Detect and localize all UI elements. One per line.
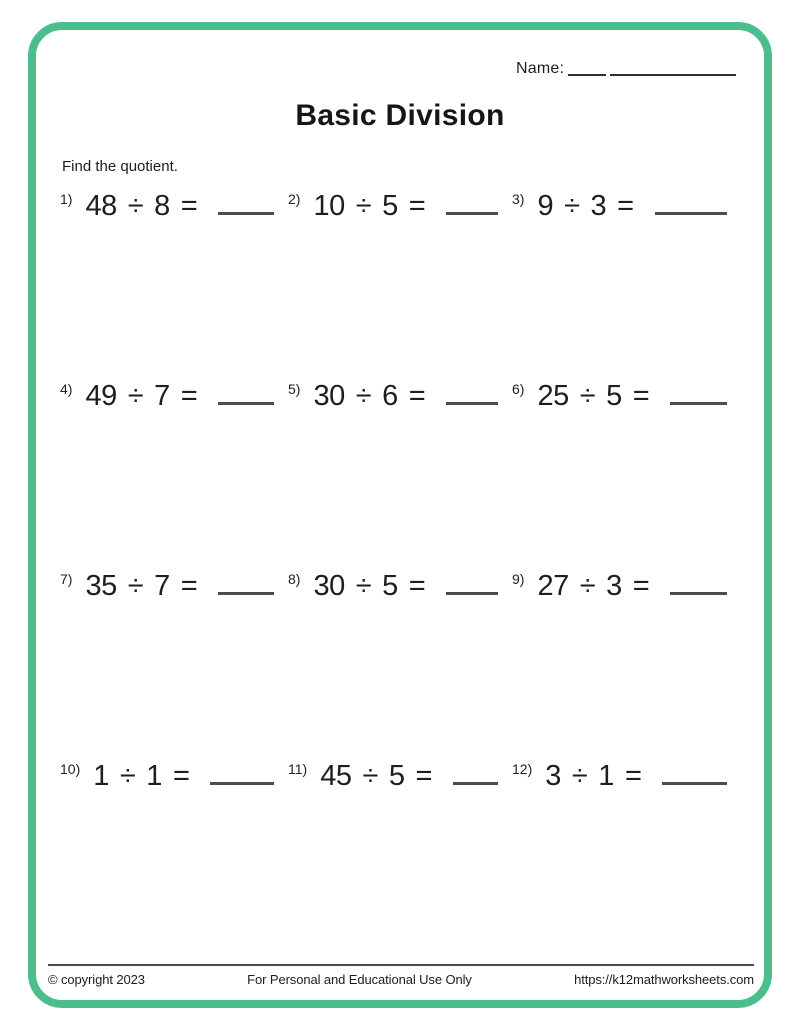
divide-sign: ÷	[127, 190, 144, 222]
equals-sign: =	[632, 570, 650, 602]
dividend: 30	[313, 570, 345, 602]
divisor: 7	[154, 570, 170, 602]
footer-url: https://k12mathworksheets.com	[574, 972, 754, 987]
answer-blank[interactable]	[670, 583, 727, 595]
usage-text: For Personal and Educational Use Only	[247, 972, 472, 987]
problem-number: 1)	[60, 191, 73, 207]
equals-sign: =	[180, 190, 198, 222]
equals-sign: =	[632, 380, 650, 412]
problem-number: 8)	[288, 571, 301, 587]
problem-number: 6)	[512, 381, 525, 397]
divisor: 5	[382, 570, 398, 602]
divisor: 5	[388, 760, 405, 792]
divisor: 8	[154, 190, 170, 222]
answer-blank[interactable]	[446, 583, 498, 595]
problem-11	[288, 760, 500, 806]
answer-blank[interactable]	[210, 773, 274, 785]
divide-sign: ÷	[564, 190, 580, 222]
answer-blank[interactable]	[218, 203, 274, 215]
problem-6	[512, 380, 729, 426]
dividend: 9	[537, 190, 554, 222]
divisor: 7	[154, 380, 170, 412]
problem-4	[60, 380, 276, 426]
divide-sign: ÷	[355, 570, 372, 602]
equals-sign: =	[180, 570, 198, 602]
problem-9	[512, 570, 729, 616]
divide-sign: ÷	[579, 570, 596, 602]
equals-sign: =	[408, 570, 426, 602]
dividend: 1	[93, 760, 109, 792]
instruction-text: Find the quotient.	[62, 158, 178, 175]
footer-divider	[48, 964, 754, 966]
divide-sign: ÷	[362, 760, 378, 792]
problem-number: 7)	[60, 571, 73, 587]
answer-blank[interactable]	[670, 393, 727, 405]
equals-sign: =	[624, 760, 642, 792]
answer-blank[interactable]	[218, 393, 274, 405]
problem-number: 11)	[288, 761, 308, 777]
divide-sign: ÷	[127, 570, 144, 602]
divisor: 3	[590, 190, 607, 222]
problem-number: 2)	[288, 191, 301, 207]
answer-blank[interactable]	[446, 393, 498, 405]
problem-number: 10)	[60, 761, 81, 777]
equals-sign: =	[180, 380, 198, 412]
equals-sign: =	[617, 190, 634, 222]
divisor: 3	[606, 570, 622, 602]
equals-sign: =	[415, 760, 432, 792]
name-label: Name:	[516, 60, 565, 77]
equals-sign: =	[172, 760, 190, 792]
answer-blank[interactable]	[218, 583, 274, 595]
divisor: 6	[382, 380, 398, 412]
name-blank-line[interactable]	[568, 60, 606, 76]
dividend: 10	[313, 190, 345, 222]
problems-grid	[60, 190, 729, 806]
equals-sign: =	[408, 190, 426, 222]
dividend: 49	[85, 380, 117, 412]
name-row	[516, 60, 736, 78]
problem-5	[288, 380, 500, 426]
problem-number: 5)	[288, 381, 301, 397]
problem-3	[512, 190, 729, 236]
problem-number: 12)	[512, 761, 533, 777]
problem-number: 4)	[60, 381, 73, 397]
answer-blank[interactable]	[662, 773, 727, 785]
copyright-text: © copyright 2023	[48, 972, 145, 987]
dividend: 3	[545, 760, 561, 792]
divisor: 5	[606, 380, 622, 412]
divide-sign: ÷	[119, 760, 136, 792]
problem-number: 9)	[512, 571, 525, 587]
problem-number: 3)	[512, 191, 525, 207]
problem-1	[60, 190, 276, 236]
worksheet-title: Basic Division	[295, 99, 505, 132]
divisor: 1	[598, 760, 614, 792]
divide-sign: ÷	[355, 190, 372, 222]
equals-sign: =	[408, 380, 426, 412]
dividend: 25	[537, 380, 569, 412]
name-blank-line[interactable]	[610, 60, 736, 76]
divisor: 5	[382, 190, 398, 222]
problem-12	[512, 760, 729, 806]
dividend: 45	[320, 760, 352, 792]
footer	[48, 972, 754, 987]
answer-blank[interactable]	[453, 773, 498, 785]
divide-sign: ÷	[127, 380, 144, 412]
answer-blank[interactable]	[655, 203, 727, 215]
answer-blank[interactable]	[446, 203, 498, 215]
dividend: 27	[537, 570, 569, 602]
problem-7	[60, 570, 276, 616]
dividend: 48	[85, 190, 117, 222]
dividend: 35	[85, 570, 117, 602]
divide-sign: ÷	[579, 380, 596, 412]
divisor: 1	[146, 760, 162, 792]
problem-8	[288, 570, 500, 616]
divide-sign: ÷	[571, 760, 588, 792]
problem-10	[60, 760, 276, 806]
dividend: 30	[313, 380, 345, 412]
divide-sign: ÷	[355, 380, 372, 412]
problem-2	[288, 190, 500, 236]
